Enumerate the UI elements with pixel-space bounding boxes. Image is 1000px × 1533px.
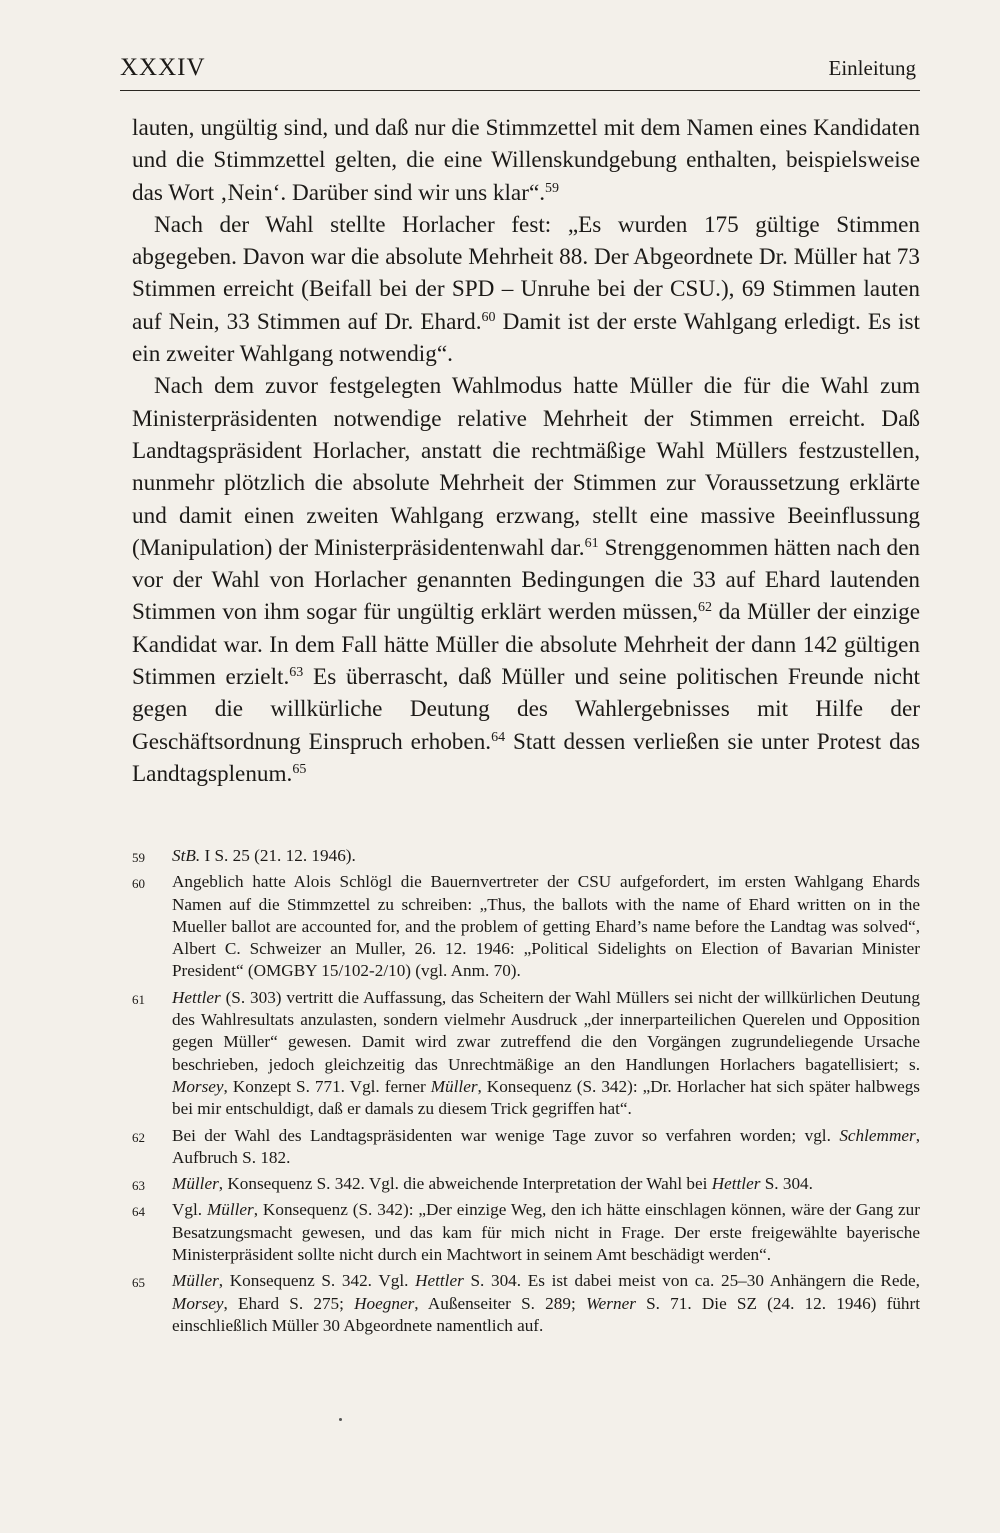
footnote-62 [132, 1125, 920, 1170]
footnote-text-span: S. 304. Es ist dabei meist von ca. 25–30 Anhängern die Rede, [463, 1271, 920, 1291]
footnote-text-span: (S. 303) vertritt die Auffassung, das Scheitern der Wahl Müllers sei nicht der willkürlichen Deutung des Wahlresultats anzulasten, sondern vielmehr Ausdruck „der innerparteilichen Querelen und Opposition gegen Müller“ gewesen. Damit wird zwar zutreffend die den Vorgängen zugrundeliegende Ursache beschrieben, jedoch gleichzeitig das Unrechtmäßige an den Handlungen Horlachers bagatellisiert; s. [172, 987, 920, 1074]
cited-author: Müller [206, 1200, 254, 1220]
footnote-ref: 63 [289, 665, 304, 681]
footnote-number: 64 [132, 1204, 145, 1220]
footnote-text-span: , Konsequenz (S. 342): „Der einzige Weg, den ich hätte einschlagen können, wäre der Gang zur Besatzungsmacht gewesen, und das kam für mich nicht in Frage. Der erste freigewählte bayerische Ministerpräsident sollte nicht durch ein Machtwort in seinem Amt beschädigt werden“. [172, 1200, 920, 1265]
footnote-63 [132, 1173, 920, 1195]
cited-author: StB. [172, 846, 201, 865]
footnote-59 [132, 845, 920, 867]
paper-speck [339, 1418, 342, 1421]
footnote-text-span: , Konsequenz S. 342. Vgl. die abweichende Interpretation der Wahl bei [218, 1174, 712, 1194]
footnote-text-span: S. 71. Die SZ (24. 12. 1946) führt einschließlich Müller 30 Abgeordnete namentlich auf. [172, 1293, 921, 1335]
text-span: da Müller der einzige Kandidat war. In dem Fall hätte Müller die absolute Mehrheit der dann 142 gültigen Stimmen erzielt. [132, 599, 920, 691]
text-span: Strenggenommen hätten nach den vor der Wahl von Horlacher genannten Bedingungen die 33 auf Ehard lautenden Stimmen von ihm sogar für ungültig erklärt werden müssen, [132, 534, 920, 626]
paragraph [132, 370, 920, 790]
cited-author: Hettler [711, 1174, 761, 1194]
cited-author: Morsey [172, 1293, 224, 1313]
footnote-text-span: Bei der Wahl des Landtagspräsidenten war wenige Tage zuvor so verfahren worden; vgl. [172, 1125, 840, 1145]
footnote-text-span: , Konsequenz S. 342. Vgl. [218, 1271, 416, 1291]
footnote-text [172, 845, 920, 867]
footnote-text-span: Vgl. [172, 1200, 207, 1220]
footnote-text-span: , Ehard S. 275; [223, 1293, 355, 1313]
footnote-number: 60 [132, 876, 145, 892]
footnote-text [172, 987, 920, 1121]
cited-author: Hettler [172, 987, 221, 1007]
footnote-text-span: I S. 25 (21. 12. 1946). [200, 846, 356, 865]
text-span: Nach dem zuvor festgelegten Wahlmodus hatte Müller die für die Wahl zum Ministerpräsidenten notwendige relative Mehrheit der Stimmen erreicht. Daß Landtagspräsident Horlacher, anstatt die rechtmäßige Wahl Müllers festzustellen, nunmehr plötzlich die absolute Mehrheit der Stimmen zur Voraussetzung erklärte und damit einen zweiten Wahlgang erzwang, stellt eine massive Beeinflussung (Manipulation) der Ministerpräsidentenwahl dar. [132, 373, 920, 561]
footnotes-section [132, 845, 920, 1341]
cited-author: Morsey [172, 1076, 224, 1096]
footnote-text-span: Angeblich hatte Alois Schlögl die Bauernvertreter der CSU aufgefordert, im ersten Wahlgang Ehards Namen auf die Stimmzettel zu schreiben: „Thus, the ballots with the name of Ehard written on in the Mueller ballot are accounted for, and the problem of getting Ehard’s name before the Landtag was solved“, Albert C. Schweizer an Muller, 26. 12. 1946: „Political Sidelights on Election of Bavarian Minister President“ (OMGBY 15/102-2/10) (vgl. Anm. 70). [172, 872, 920, 981]
cited-author: Werner [585, 1293, 636, 1313]
text-span: Damit ist der erste Wahlgang erledigt. Es ist ein zweiter Wahlgang notwendig“. [132, 308, 920, 368]
footnote-65 [132, 1270, 920, 1337]
footnote-61 [132, 987, 920, 1121]
text-span: Statt dessen verließen sie unter Protest das Landtagsplenum. [132, 728, 920, 787]
footnote-text [172, 1173, 920, 1195]
footnote-text-span: S. 304. [760, 1174, 813, 1194]
footnote-text-span: , Außenseiter S. 289; [414, 1293, 586, 1313]
main-text [132, 112, 920, 790]
footnote-text [172, 1125, 920, 1170]
footnote-text-span: , Konzept S. 771. Vgl. ferner [223, 1076, 431, 1096]
footnote-ref: 60 [481, 309, 496, 325]
footnote-ref: 65 [292, 761, 307, 777]
footnote-text [172, 1270, 920, 1337]
footnote-number: 63 [132, 1178, 145, 1194]
page-header [120, 48, 920, 91]
footnote-number: 59 [132, 850, 145, 865]
footnote-number: 65 [132, 1275, 145, 1291]
footnote-text [172, 1199, 920, 1266]
text-span: Es überrascht, daß Müller und seine politischen Freunde nicht gegen die willkürliche Deutung des Wahlergebnisses mit Hilfe der Geschäftsordnung Einspruch erhoben. [132, 664, 920, 755]
running-title: Einleitung [828, 56, 916, 80]
footnote-60 [132, 871, 920, 982]
cited-author: Müller [430, 1076, 478, 1096]
footnote-number: 61 [132, 991, 145, 1007]
footnote-ref: 62 [698, 600, 713, 616]
footnote-ref: 61 [584, 535, 599, 551]
page-number: XXXIV [120, 54, 206, 81]
cited-author: Schlemmer [839, 1125, 916, 1145]
text-span: lauten, ungültig sind, und daß nur die Stimmzettel mit dem Namen eines Kandidaten und die Stimmzettel gelten, die eine Willenskundgebung enthalten, beispielsweise das Wort ‚Nein‘. Darüber sind wir uns klar“. [132, 115, 920, 206]
text-span: Nach der Wahl stellte Horlacher fest: „Es wurden 175 gültige Stimmen abgegeben. Davon war die absolute Mehrheit 88. Der Abgeordnete Dr. Müller hat 73 Stimmen erreicht (Beifall bei der SPD – Unruhe bei der CSU.), 69 Stimmen lauten auf Nein, 33 Stimmen auf Dr. Ehard. [132, 211, 920, 335]
paragraph [132, 209, 920, 370]
footnote-ref: 64 [491, 729, 506, 745]
footnote-number: 62 [132, 1129, 145, 1145]
footnote-text-span: , Aufbruch S. 182. [172, 1125, 920, 1167]
footnote-text-span: , Konsequenz (S. 342): „Dr. Horlacher hat sich später halbwegs bei mir entschuldigt, daß er damals zu diesem Trick gegriffen hat“. [172, 1076, 920, 1119]
cited-author: Hettler [415, 1271, 464, 1291]
footnote-64 [132, 1199, 920, 1266]
paragraph [132, 112, 920, 209]
cited-author: Müller [172, 1271, 219, 1291]
footnote-ref: 59 [545, 180, 560, 196]
cited-author: Hoegner [354, 1293, 415, 1313]
cited-author: Müller [172, 1174, 219, 1194]
footnote-text [172, 871, 920, 982]
